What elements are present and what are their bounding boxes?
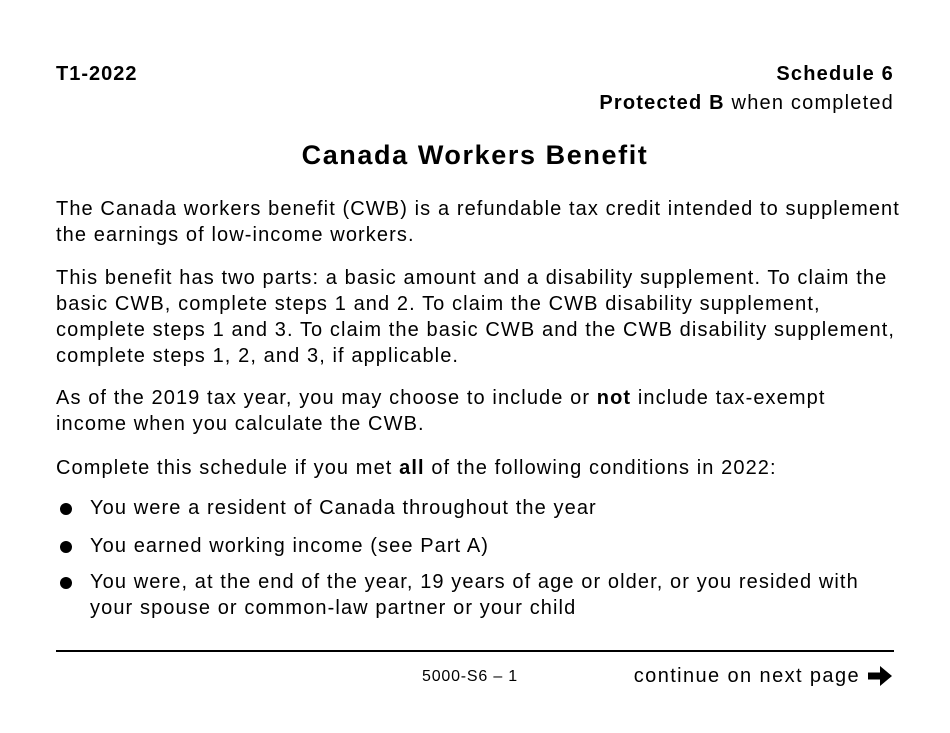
list-item-text: You earned working income (see Part A) xyxy=(90,535,490,557)
bullet-icon xyxy=(60,577,72,589)
intro-paragraph: The Canada workers benefit (CWB) is a refundable tax credit intended to supplement the earnings of low-income workers. xyxy=(56,198,900,246)
form-number: 5000-S6 – 1 xyxy=(422,668,518,685)
list-item-text: You were, at the end of the year, 19 years of age or older, or you resided with your spouse or common-law partner or your child xyxy=(90,571,859,619)
continue-link[interactable] xyxy=(634,664,894,688)
p4-emphasis: all xyxy=(399,457,425,479)
continue-text: continue on next page xyxy=(633,664,860,687)
conditions-paragraph xyxy=(56,455,901,481)
p4-text-before: Complete this schedule if you met xyxy=(56,457,400,479)
list-item-text: You were a resident of Canada throughout the year xyxy=(90,497,597,519)
p4-text-after: of the following conditions in 2022: xyxy=(424,457,777,479)
bullet-icon xyxy=(60,541,72,553)
p3-emphasis: not xyxy=(596,387,632,409)
protected-suffix: when completed xyxy=(724,92,894,114)
schedule-label: Schedule 6 xyxy=(776,63,894,85)
form-id: T1-2022 xyxy=(56,63,138,85)
steps-paragraph: This benefit has two parts: a basic amount and a disability supplement. To claim the basic CWB, complete steps 1 and 2. To claim the CWB disability supplement, complete steps 1 and 3. To claim the basic CWB and the CWB disability supplement, complete steps 1, 2, and 3, if applicable. xyxy=(56,267,896,367)
arrow-right-icon xyxy=(866,664,894,688)
footer-divider xyxy=(56,650,894,652)
p3-text-after: include tax-exempt income when you calculate the CWB. xyxy=(56,387,826,435)
p3-text-before: As of the 2019 tax year, you may choose to include or xyxy=(56,387,597,409)
tax-exempt-paragraph xyxy=(56,385,901,437)
page-title: Canada Workers Benefit xyxy=(301,140,649,170)
protected-level: Protected B xyxy=(599,92,725,114)
protected-notice xyxy=(599,92,894,115)
bullet-icon xyxy=(60,503,72,515)
